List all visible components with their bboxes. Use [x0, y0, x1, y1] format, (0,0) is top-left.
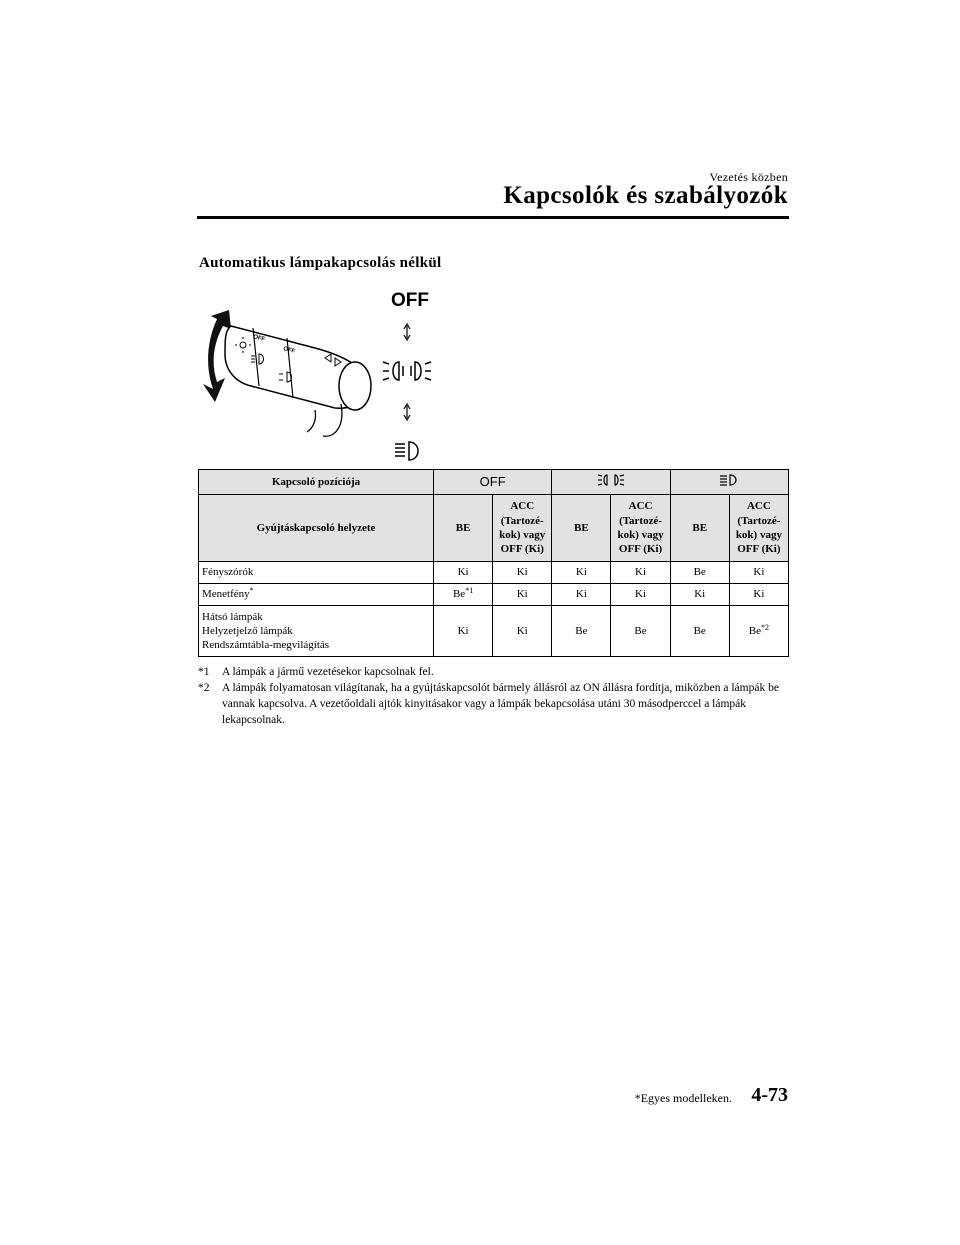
parking-lights-icon	[596, 473, 626, 487]
row-label: Hátsó lámpák Helyzetjelző lámpák Rendszámtábla-megvilágítás	[199, 606, 434, 657]
table-cell: Be	[611, 606, 670, 657]
table-cell: Ki	[493, 606, 552, 657]
table-row	[199, 584, 789, 606]
footer-note: *Egyes modelleken.	[634, 1091, 732, 1105]
headlights-icon	[717, 473, 741, 487]
arrow-up-down-icon	[404, 324, 410, 340]
ignition-cell: BE	[552, 495, 611, 562]
page-title: Kapcsolók és szabályozók	[503, 182, 788, 209]
table-cell: Ki	[493, 562, 552, 584]
footnote-1: *1 A lámpák a jármű vezetésekor kapcsolnak fel.	[198, 666, 434, 678]
footnotes	[198, 664, 790, 728]
table-cell: Be	[670, 562, 729, 584]
table-cell: Be	[670, 606, 729, 657]
parking-lights-position-icon	[383, 362, 431, 380]
table-cell: Ki	[729, 562, 788, 584]
ignition-cell: BE	[670, 495, 729, 562]
table-row	[199, 562, 789, 584]
table-cell: Ki	[434, 562, 493, 584]
lighting-lever-figure	[195, 286, 455, 466]
ignition-position-header: Gyújtáskapcsoló helyzete	[199, 495, 434, 562]
row-label: Menetfény*	[199, 584, 434, 606]
section-label: Vezetés közben	[709, 170, 788, 184]
svg-text:OFF: OFF	[282, 346, 296, 356]
table-cell: Ki	[434, 606, 493, 657]
row-label: Fényszórók	[199, 562, 434, 584]
ignition-cell: BE	[434, 495, 493, 562]
lamp-status-table	[198, 469, 789, 657]
table-cell: Ki	[552, 562, 611, 584]
switch-position-header: Kapcsoló pozíciója	[199, 470, 434, 495]
table-cell: Ki	[611, 562, 670, 584]
ignition-cell: ACC (Tartozé-kok) vagy OFF (Ki)	[729, 495, 788, 562]
off-label: OFF	[391, 290, 429, 311]
page-number: 4-73	[751, 1084, 788, 1106]
off-position-header: OFF	[434, 470, 552, 495]
table-row	[199, 606, 789, 657]
table-cell: Ki	[552, 584, 611, 606]
table-cell: Ki	[493, 584, 552, 606]
header-rule	[197, 216, 789, 219]
footnote-2: *2 A lámpák folyamatosan világítanak, ha a gyújtáskapcsolót bármely állásról az ON állásra fordítja, miközben a lámpák be vannak kapcsolva. A vezetőoldali ajtók kinyitásakor vagy a lámpák bekapcsolása utáni 30 másodperccel a lámpák lekapcsolnak.	[198, 682, 779, 726]
table-cell: Ki	[611, 584, 670, 606]
headlights-position-header	[670, 470, 788, 495]
headlights-position-icon	[395, 442, 418, 460]
ignition-cell: ACC (Tartozé-kok) vagy OFF (Ki)	[493, 495, 552, 562]
ignition-cell: ACC (Tartozé-kok) vagy OFF (Ki)	[611, 495, 670, 562]
table-cell: Ki	[670, 584, 729, 606]
table-cell: Ki	[729, 584, 788, 606]
table-cell: Be$^{*2}$	[729, 606, 788, 657]
table-cell: Be$^{*1}$	[434, 584, 493, 606]
parking-position-header	[552, 470, 670, 495]
subheading: Automatikus lámpakapcsolás nélkül	[199, 255, 442, 271]
table-cell: Be	[552, 606, 611, 657]
lever-off-text: OFF	[252, 334, 266, 344]
